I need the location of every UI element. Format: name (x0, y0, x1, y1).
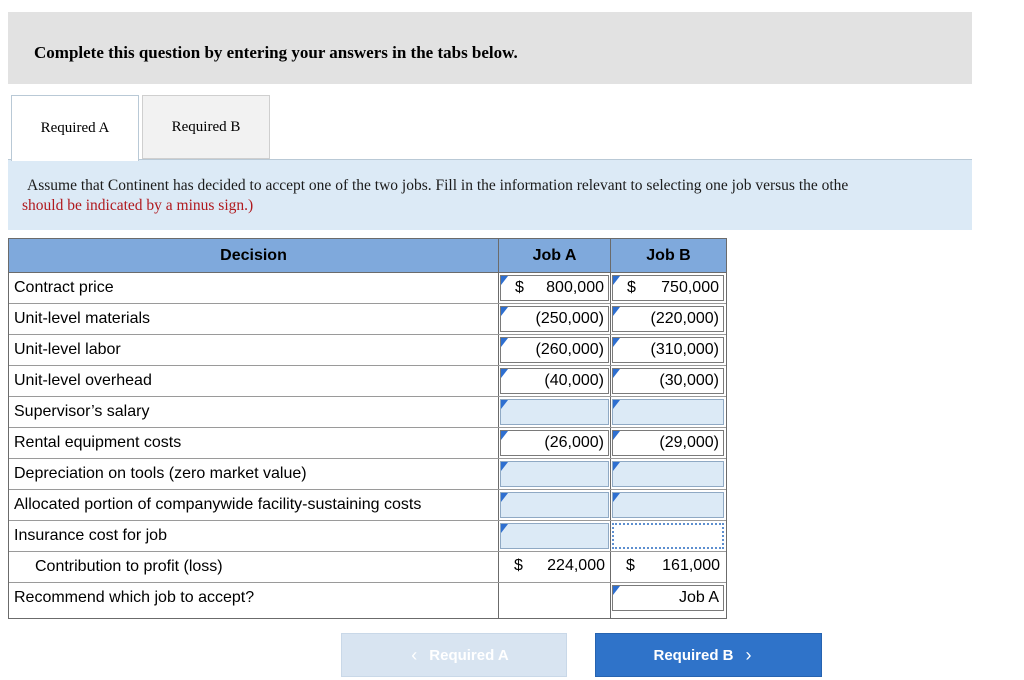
cell-value: (40,000) (544, 372, 604, 389)
dollar-sign: $ (514, 557, 523, 574)
cell-value: 161,000 (662, 557, 720, 574)
flag-icon (501, 493, 508, 502)
flag-icon (501, 462, 508, 471)
job-a-input[interactable] (500, 275, 609, 301)
banner-text: Complete this question by entering your answers in the tabs below. (34, 43, 518, 62)
job-a-input[interactable] (500, 461, 609, 487)
job-a-input[interactable] (500, 306, 609, 332)
cell-value: (220,000) (650, 310, 719, 327)
cell-value: 224,000 (547, 557, 605, 574)
table-row (9, 521, 726, 552)
job-a-input[interactable] (500, 337, 609, 363)
recommend-label: Recommend which job to accept? (14, 589, 255, 606)
row-label: Allocated portion of companywide facility-sustaining costs (14, 496, 422, 513)
flag-icon (501, 400, 508, 409)
dollar-sign: $ (626, 557, 635, 574)
flag-icon (613, 369, 620, 378)
tab-required-a[interactable]: Required A (11, 95, 139, 161)
table-row (9, 273, 726, 304)
job-b-input[interactable] (612, 492, 724, 518)
decision-table (8, 238, 727, 619)
job-a-input[interactable] (500, 492, 609, 518)
table-row (9, 397, 726, 428)
table-row (9, 366, 726, 397)
prev-button-label: Required A (429, 646, 509, 664)
cell-value: (26,000) (544, 434, 604, 451)
job-a-input[interactable] (500, 399, 609, 425)
dollar-sign: $ (627, 279, 636, 296)
job-b-input[interactable] (612, 461, 724, 487)
row-label: Unit-level materials (14, 310, 151, 327)
job-b-input[interactable] (612, 306, 724, 332)
row-label: Unit-level overhead (14, 372, 152, 389)
flag-icon (613, 493, 620, 502)
row-label: Rental equipment costs (14, 434, 182, 451)
flag-icon (501, 431, 508, 440)
total-row (9, 552, 726, 583)
tab-required-b[interactable]: Required B (142, 95, 270, 159)
chevron-right-icon: › (745, 644, 752, 665)
cell-value: (29,000) (659, 434, 719, 451)
job-b-input[interactable] (612, 368, 724, 394)
row-label: Unit-level labor (14, 341, 121, 358)
total-label: Contribution to profit (loss) (35, 558, 223, 575)
table-header (9, 239, 726, 273)
job-a-input[interactable] (500, 523, 609, 549)
job-b-total (612, 554, 724, 580)
flag-icon (613, 338, 620, 347)
job-b-input[interactable] (612, 523, 724, 549)
flag-icon (613, 462, 620, 471)
flag-icon (501, 369, 508, 378)
dollar-sign: $ (515, 279, 524, 296)
header-job-a: Job A (532, 247, 577, 264)
instructions-note: should be indicated by a minus sign.) (22, 197, 254, 214)
recommend-select[interactable] (612, 585, 724, 611)
instructions-panel (8, 159, 972, 230)
flag-icon (501, 338, 508, 347)
cell-value: (260,000) (535, 341, 604, 358)
row-label: Depreciation on tools (zero market value) (14, 465, 307, 482)
flag-icon (613, 586, 620, 595)
instructions-banner (8, 12, 972, 84)
cell-value: (310,000) (650, 341, 719, 358)
job-b-input[interactable] (612, 337, 724, 363)
row-label: Supervisor’s salary (14, 403, 150, 420)
next-button[interactable] (595, 633, 822, 677)
cell-value: (250,000) (535, 310, 604, 327)
row-label: Insurance cost for job (14, 527, 167, 544)
table-row (9, 490, 726, 521)
header-decision: Decision (220, 247, 287, 264)
table-row (9, 459, 726, 490)
job-b-input[interactable] (612, 430, 724, 456)
instructions-text: Assume that Continent has decided to accept one of the two jobs. Fill in the information relevant to selecting one job versus the othe (27, 177, 849, 194)
flag-icon (501, 276, 508, 285)
next-button-label: Required B (653, 646, 734, 664)
flag-icon (501, 524, 508, 533)
job-a-total (500, 554, 609, 580)
table-row (9, 304, 726, 335)
job-b-input[interactable] (612, 399, 724, 425)
flag-icon (613, 276, 620, 285)
flag-icon (613, 307, 620, 316)
flag-icon (613, 431, 620, 440)
recommend-value: Job A (678, 589, 719, 606)
prev-button[interactable] (341, 633, 567, 677)
table-row (9, 335, 726, 366)
cell-value: 750,000 (661, 279, 719, 296)
chevron-left-icon: ‹ (411, 644, 418, 665)
flag-icon (613, 400, 620, 409)
header-job-b: Job B (646, 247, 691, 264)
recommend-row (9, 583, 726, 618)
flag-icon (501, 307, 508, 316)
job-a-input[interactable] (500, 430, 609, 456)
cell-value: (30,000) (659, 372, 719, 389)
job-b-input[interactable] (612, 275, 724, 301)
row-label: Contract price (14, 279, 114, 296)
job-a-input[interactable] (500, 368, 609, 394)
table-row (9, 428, 726, 459)
cell-value: 800,000 (546, 279, 604, 296)
